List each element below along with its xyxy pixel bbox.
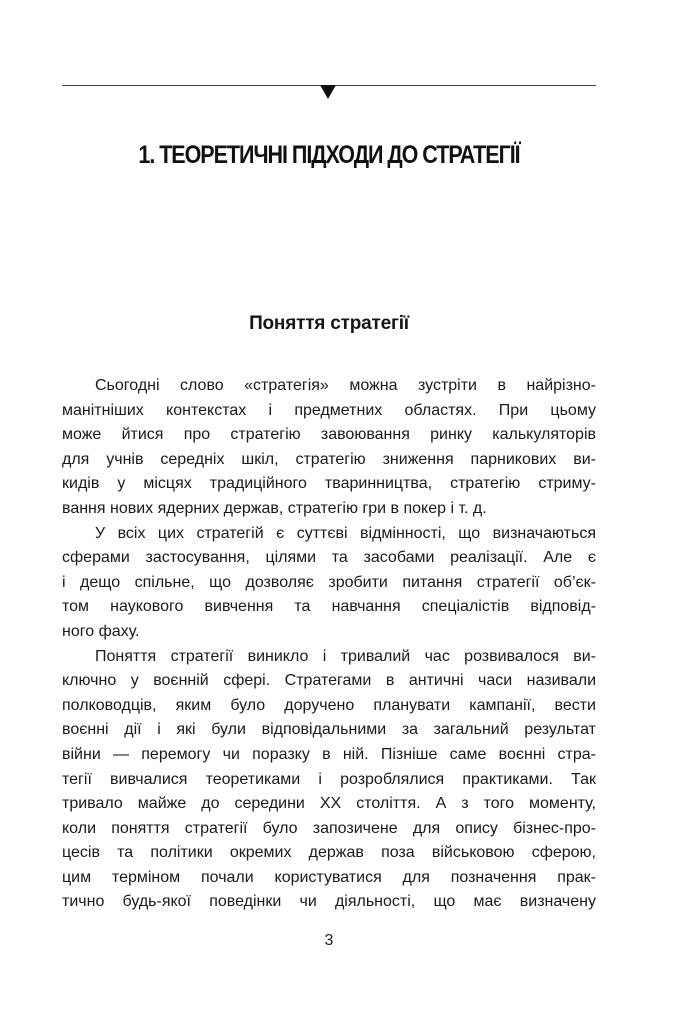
chapter-title: 1. ТЕОРЕТИЧНІ ПІДХОДИ ДО СТРАТЕГІЇ [138, 141, 520, 169]
triangle-marker-icon [320, 85, 336, 99]
paragraph-1 [62, 377, 596, 525]
text-line: кидів у місцях традиційного тваринництва, стратегію стриму- [62, 475, 596, 493]
text-line: ного фаху. [62, 622, 140, 640]
text-line: сферами застосування, цілями та засобами реалізації. Але є [62, 549, 596, 567]
paragraph-2 [62, 525, 596, 648]
text-line: Сьогодні слово «стратегія» можна зустріти в найрізно- [95, 377, 596, 394]
text-line: цесів та політики окремих держав поза військовою сферою, [62, 844, 596, 862]
text-line: війни — перемогу чи поразку в ній. Пізніше саме воєнні стра- [62, 745, 596, 763]
text-line: цим терміном почали користуватися для позначення прак- [62, 868, 596, 886]
text-line: тривало майже до середини XX століття. А з того моменту, [62, 795, 596, 813]
text-line: Поняття стратегії виникло і тривалий час розвивалося ви- [95, 647, 596, 665]
body-text [62, 377, 596, 918]
text-line: манітніших контекстах і предметних областях. При цьому [62, 401, 596, 419]
text-line: полководців, яким було доручено планувати кампанії, вести [62, 696, 596, 714]
paragraph-3 [62, 648, 596, 919]
text-line: воєнні дії і які були відповідальними за загальний результат [62, 721, 596, 739]
section-title: Поняття стратегії [249, 313, 409, 334]
text-line: тично будь-якої поведінки чи діяльності, що має визначену [62, 893, 596, 911]
text-line: вання нових ядерних держав, стратегію гри в покер і т. д. [62, 499, 487, 517]
text-line: том наукового вивчення та навчання спеціалістів відповід- [62, 598, 596, 616]
text-line: У всіх цих стратегій є суттєві відмінності, що визначаються [95, 524, 596, 542]
text-line: може йтися про стратегію завоювання ринку калькуляторів [62, 426, 596, 444]
page-number: 3 [324, 932, 334, 949]
text-line: для учнів середніх шкіл, стратегію зниження парникових ви- [62, 450, 596, 468]
text-line: коли поняття стратегії було запозичене для опису бізнес-про- [62, 819, 596, 837]
text-line: і дещо спільне, що дозволяє зробити питання стратегії об’єк- [62, 573, 596, 591]
text-line: ключно у воєнній сфері. Стратегами в античні часи називали [62, 672, 596, 690]
text-line: тегії вивчалися теоретиками і розроблялися практиками. Так [62, 770, 596, 788]
